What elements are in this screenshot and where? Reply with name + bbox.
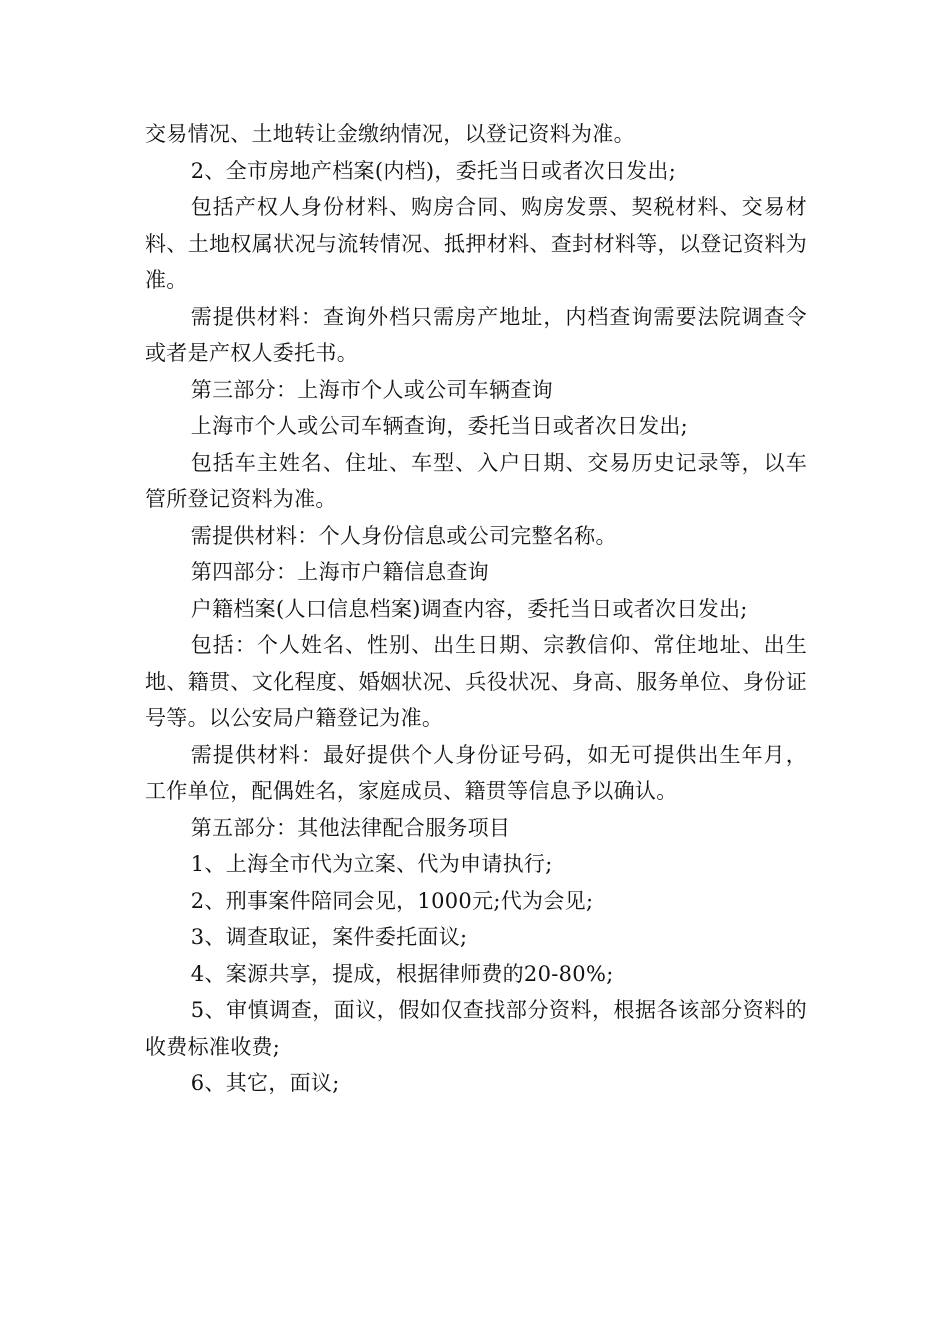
paragraph-property-required-materials: 需提供材料：查询外档只需房产地址，内档查询需要法院调查令或者是产权人委托书。 xyxy=(145,304,807,365)
paragraph-vehicle-contents: 包括车主姓名、住址、车型、入户日期、交易历史记录等，以车管所登记资料为准。 xyxy=(145,450,807,511)
document-body xyxy=(145,116,807,1102)
paragraph-internal-archive-contents: 包括产权人身份材料、购房合同、购房发票、契税材料、交易材料、土地权属状况与流转情况、抵押材料、查封材料等，以登记资料为准。 xyxy=(145,195,807,292)
list-item-3: 3、调查取证，案件委托面议; xyxy=(190,925,468,949)
paragraph-transaction-continuation: 交易情况、土地转让金缴纳情况，以登记资料为准。 xyxy=(145,122,635,146)
list-item-6: 6、其它，面议; xyxy=(190,1071,340,1095)
section-heading-part-three: 第三部分：上海市个人或公司车辆查询 xyxy=(190,377,553,402)
paragraph-internal-archive: 2、全市房地产档案(内档)，委托当日或者次日发出; xyxy=(190,158,677,183)
paragraph-household-contents: 包括：个人姓名、性别、出生日期、宗教信仰、常住地址、出生地、籍贯、文化程度、婚姻状况、兵役状况、身高、服务单位、身份证号等。以公安局户籍登记为准。 xyxy=(145,633,807,730)
paragraph-vehicle-required-materials: 需提供材料：个人身份信息或公司完整名称。 xyxy=(190,523,617,548)
list-item-5: 5、审慎调查，面议，假如仅查找部分资料，根据各该部分资料的收费标准收费; xyxy=(145,998,807,1059)
list-item-1: 1、上海全市代为立案、代为申请执行; xyxy=(190,852,553,876)
list-item-2: 2、刑事案件陪同会见，1000元;代为会见; xyxy=(190,888,594,913)
paragraph-vehicle-query: 上海市个人或公司车辆查询，委托当日或者次日发出; xyxy=(190,414,689,438)
paragraph-household-required-materials: 需提供材料：最好提供个人身份证号码，如无可提供出生年月，工作单位，配偶姓名，家庭成员、籍贯等信息予以确认。 xyxy=(145,742,807,803)
section-heading-part-four: 第四部分：上海市户籍信息查询 xyxy=(190,560,489,584)
list-item-4: 4、案源共享，提成，根据律师费的20-80%; xyxy=(190,961,614,986)
paragraph-household-archive: 户籍档案(人口信息档案)调查内容，委托当日或者次日发出; xyxy=(190,596,748,621)
section-heading-part-five: 第五部分：其他法律配合服务项目 xyxy=(190,815,511,840)
